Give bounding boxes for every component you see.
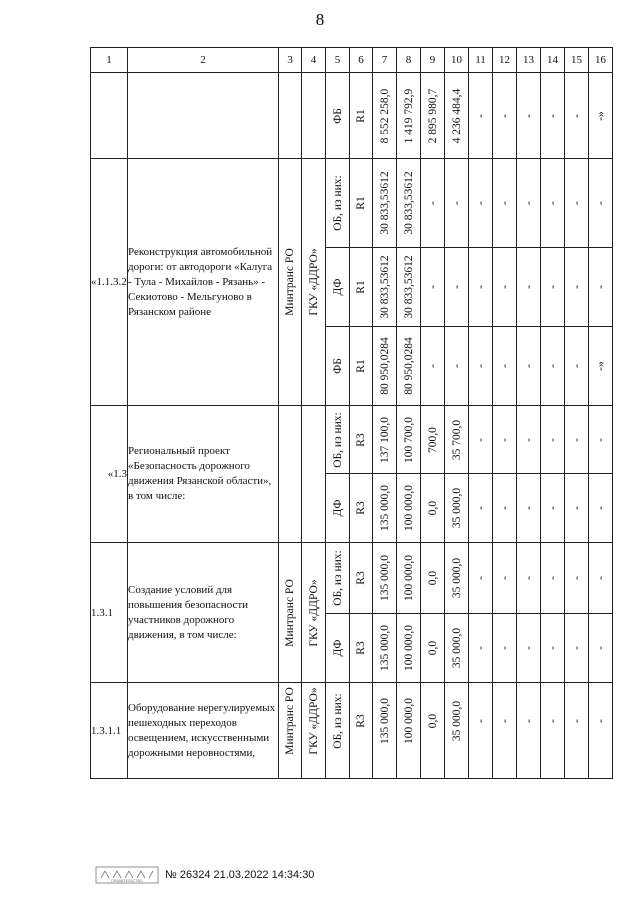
dash-cell: - xyxy=(522,437,535,442)
dash-cell: - xyxy=(426,201,439,205)
col-header: 11 xyxy=(469,48,493,73)
col-header: 8 xyxy=(397,48,421,73)
value-cell: 35 000,0 xyxy=(450,627,463,669)
source-cell: ОБ, из них: xyxy=(331,550,344,606)
source-cell: ДФ xyxy=(331,499,344,517)
dash-cell: - xyxy=(594,201,607,205)
dash-cell: - xyxy=(546,113,559,118)
dash-cell: - xyxy=(594,437,607,442)
dash-cell: - xyxy=(498,285,511,289)
value-cell: 8 552 258,0 xyxy=(378,88,391,143)
dash-cell: - xyxy=(450,201,463,205)
page-number: 8 xyxy=(315,10,325,29)
dash-cell: - xyxy=(570,506,583,510)
value-cell: 700,0 xyxy=(426,426,439,453)
dash-cell: - xyxy=(450,364,463,368)
source-cell: ОБ, из них: xyxy=(331,693,344,749)
dash-cell: - xyxy=(546,364,559,368)
dash-cell: - xyxy=(546,646,559,650)
document-number: № 26324 21.03.2022 14:34:30 xyxy=(165,869,315,881)
dash-cell: -» xyxy=(594,361,607,371)
item-name: Создание условий для повышения безопасности участников дорожного движения, в том числе: xyxy=(128,543,279,683)
value-cell: 100 700,0 xyxy=(402,416,415,463)
value-cell: 1 419 792,9 xyxy=(402,88,415,143)
col-header: 9 xyxy=(421,48,445,73)
value-cell: 135 000,0 xyxy=(378,625,391,671)
value-cell: 30 833,53612 xyxy=(378,171,391,235)
dash-cell: - xyxy=(474,201,487,205)
dash-cell: - xyxy=(570,364,583,368)
col-header: 4 xyxy=(302,48,326,73)
value-cell: 100 000,0 xyxy=(402,485,415,531)
government-seal-icon xyxy=(95,866,159,884)
col-header: 2 xyxy=(128,48,279,73)
dash-cell: - xyxy=(522,719,535,723)
value-cell: 100 000,0 xyxy=(402,625,415,671)
item-name: Реконструкция автомобильной дороги: от автодороги «Калуга - Тула - Михайлов - Рязань» - Секиотово - Мельгуново в Рязанском районе xyxy=(128,159,279,406)
value-cell: 80 950,0284 xyxy=(378,337,391,395)
table-row xyxy=(91,159,613,248)
code-cell: R3 xyxy=(355,501,367,515)
dash-cell: - xyxy=(546,437,559,442)
dash-cell: - xyxy=(570,576,583,580)
col-header: 16 xyxy=(589,48,613,73)
value-cell: 137 100,0 xyxy=(378,416,391,463)
item-number: «1.3 xyxy=(107,468,127,480)
dash-cell: - xyxy=(474,437,487,442)
value-cell: 135 000,0 xyxy=(378,555,391,601)
value-cell: 80 950,0284 xyxy=(402,337,415,395)
item-number: 1.3.1 xyxy=(91,606,113,619)
dash-cell: - xyxy=(522,285,535,289)
dash-cell: - xyxy=(570,646,583,650)
table-row xyxy=(91,683,613,779)
source-cell: ФБ xyxy=(331,358,344,374)
dash-cell: - xyxy=(594,506,607,510)
dash-cell: - xyxy=(498,646,511,650)
budget-table xyxy=(90,47,613,779)
dash-cell: - xyxy=(594,719,607,723)
code-cell: R1 xyxy=(355,196,367,210)
dash-cell: - xyxy=(546,506,559,510)
dash-cell: - xyxy=(498,113,511,118)
value-cell: 35 000,0 xyxy=(450,700,463,742)
dash-cell: - xyxy=(474,646,487,650)
value-cell: 135 000,0 xyxy=(378,485,391,531)
value-cell: 0,0 xyxy=(426,570,439,586)
value-cell: 0,0 xyxy=(426,500,439,516)
dash-cell: - xyxy=(498,364,511,368)
col-header: 14 xyxy=(541,48,565,73)
dash-cell: -» xyxy=(594,110,607,121)
value-cell: 4 236 484,4 xyxy=(450,88,463,143)
dash-cell: - xyxy=(498,506,511,510)
value-cell: 35 000,0 xyxy=(450,557,463,599)
dash-cell: - xyxy=(522,646,535,650)
source-cell: ФБ xyxy=(331,107,344,124)
value-cell: 30 833,53612 xyxy=(402,171,415,235)
dash-cell: - xyxy=(474,576,487,580)
code-cell: R3 xyxy=(355,571,367,585)
value-cell: 0,0 xyxy=(426,640,439,656)
col-header: 13 xyxy=(517,48,541,73)
header-row xyxy=(91,48,613,73)
dash-cell: - xyxy=(546,576,559,580)
dash-cell: - xyxy=(498,201,511,205)
dash-cell: - xyxy=(594,576,607,580)
dash-cell: - xyxy=(570,437,583,442)
dash-cell: - xyxy=(450,285,463,289)
code-cell: R1 xyxy=(355,108,367,123)
dash-cell: - xyxy=(498,576,511,580)
dash-cell: - xyxy=(474,113,487,118)
col-header: 7 xyxy=(373,48,397,73)
dash-cell: - xyxy=(522,364,535,368)
executor-cell: ГКУ «ДДРО» xyxy=(307,248,320,316)
value-cell: 135 000,0 xyxy=(378,698,391,744)
dash-cell: - xyxy=(594,285,607,289)
dash-cell: - xyxy=(426,364,439,368)
item-number: 1.3.1.1 xyxy=(91,724,122,737)
value-cell: 35 000,0 xyxy=(450,487,463,529)
col-header: 15 xyxy=(565,48,589,73)
col-header: 5 xyxy=(326,48,350,73)
dash-cell: - xyxy=(522,506,535,510)
responsible-cell: Минтранс РО xyxy=(284,687,296,755)
col-header: 10 xyxy=(445,48,469,73)
dash-cell: - xyxy=(474,364,487,368)
item-number: «1.1.3.2 xyxy=(91,276,127,288)
table-row xyxy=(91,73,613,159)
dash-cell: - xyxy=(546,201,559,205)
value-cell: 2 895 980,7 xyxy=(426,88,439,143)
col-header: 3 xyxy=(279,48,302,73)
dash-cell: - xyxy=(570,719,583,723)
source-cell: ОБ, из них: xyxy=(331,411,344,468)
value-cell: 30 833,53612 xyxy=(402,255,415,319)
responsible-cell: Минтранс РО xyxy=(284,248,296,316)
value-cell: 100 000,0 xyxy=(402,698,415,744)
code-cell: R3 xyxy=(355,432,367,447)
dash-cell: - xyxy=(498,719,511,723)
source-cell: ДФ xyxy=(331,278,344,296)
responsible-cell: Минтранс РО xyxy=(284,578,296,647)
source-cell: ДФ xyxy=(331,639,344,657)
item-name: Оборудование нерегулируемых пешеходных переходов освещением, искусственными дорожными неровностями, xyxy=(128,683,279,779)
dash-cell: - xyxy=(522,576,535,580)
table-row xyxy=(91,543,613,614)
dash-cell: - xyxy=(474,506,487,510)
value-cell: 35 700,0 xyxy=(450,419,463,460)
dash-cell: - xyxy=(426,285,439,289)
code-cell: R3 xyxy=(355,641,367,655)
dash-cell: - xyxy=(570,201,583,205)
dash-cell: - xyxy=(546,719,559,723)
footer xyxy=(95,866,395,886)
dash-cell: - xyxy=(570,285,583,289)
dash-cell: - xyxy=(474,285,487,289)
source-cell: ОБ, из них: xyxy=(331,175,344,231)
dash-cell: - xyxy=(570,113,583,118)
dash-cell: - xyxy=(474,719,487,723)
item-name: Региональный проект «Безопасность дорожного движения Рязанской области», в том числе: xyxy=(128,406,279,543)
dash-cell: - xyxy=(594,646,607,650)
value-cell: 30 833,53612 xyxy=(378,255,391,319)
col-header: 6 xyxy=(350,48,373,73)
col-header: 1 xyxy=(91,48,128,73)
executor-cell: ГКУ «ДДРО» xyxy=(307,687,320,755)
executor-cell: ГКУ «ДДРО» xyxy=(307,578,320,647)
value-cell: 0,0 xyxy=(426,713,439,729)
code-cell: R1 xyxy=(355,359,367,373)
dash-cell: - xyxy=(522,113,535,118)
col-header: 12 xyxy=(493,48,517,73)
dash-cell: - xyxy=(498,437,511,442)
code-cell: R3 xyxy=(355,714,367,728)
value-cell: 100 000,0 xyxy=(402,555,415,601)
dash-cell: - xyxy=(522,201,535,205)
svg-text:ПРАВИТЕЛЬСТВО: ПРАВИТЕЛЬСТВО xyxy=(111,879,143,883)
table-row xyxy=(91,406,613,474)
code-cell: R1 xyxy=(355,280,367,294)
dash-cell: - xyxy=(546,285,559,289)
